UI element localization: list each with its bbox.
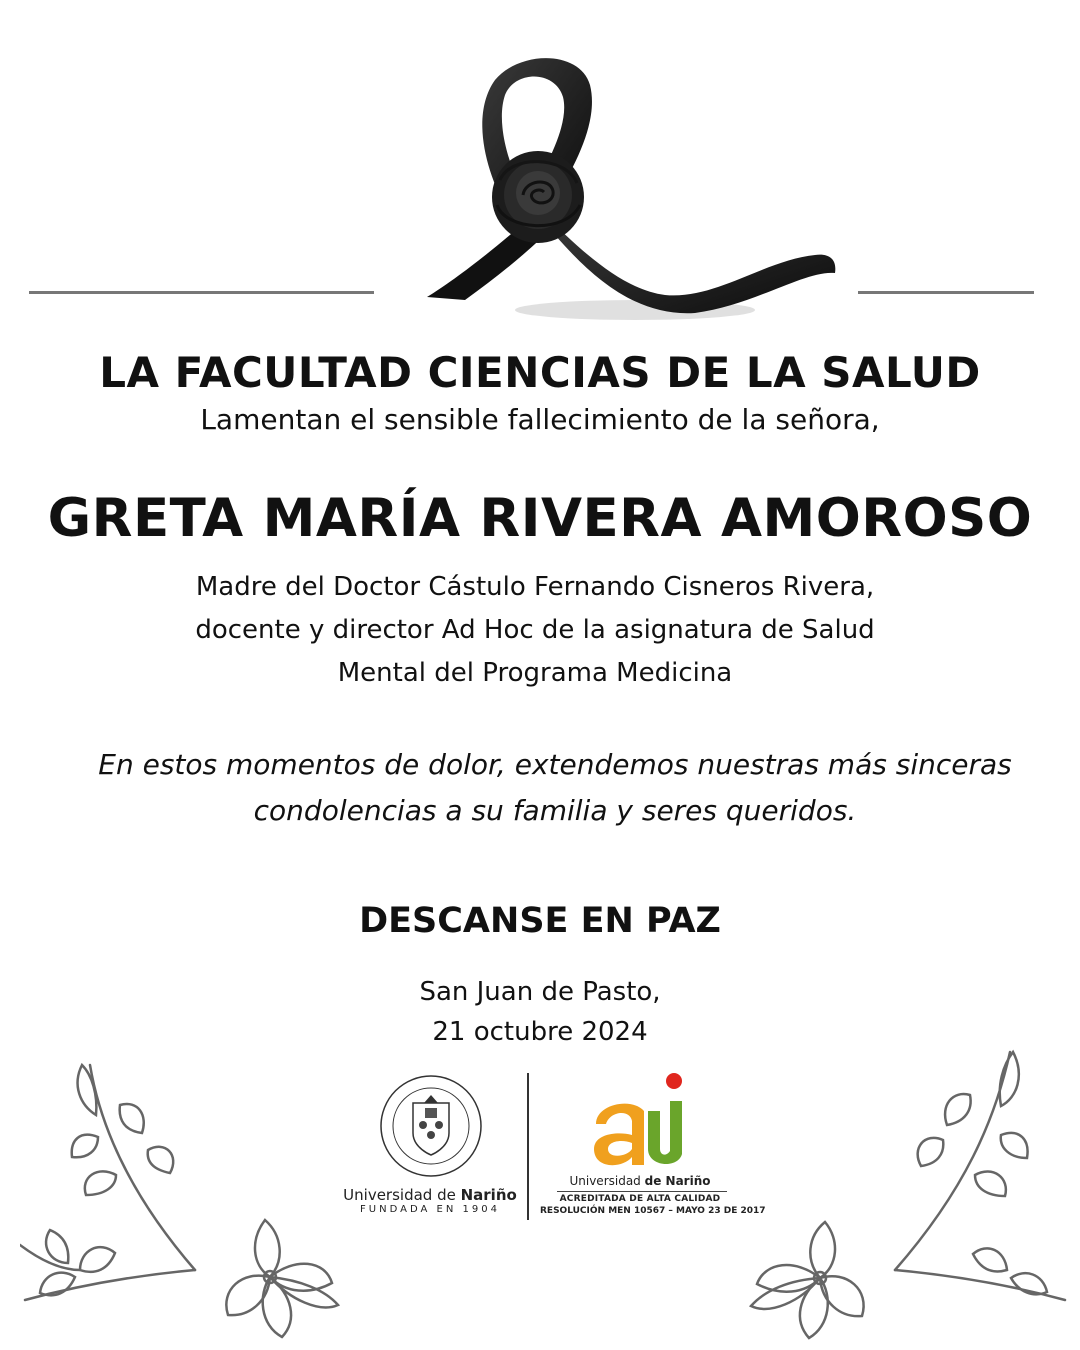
resolution-text: RESOLUCIÓN MEN 10567 – MAYO 23 DE 2017 [540,1206,766,1216]
divider-line-right [858,291,1034,294]
place-text: San Juan de Pasto, [419,977,661,1007]
mourning-ribbon-icon [405,55,855,350]
ai-underline [557,1191,727,1192]
divider-line-left [29,291,374,294]
ai-accreditation-logo-icon [592,1069,692,1174]
faculty-heading: LA FACULTAD CIENCIAS DE LA SALUD [99,348,981,397]
deceased-name: GRETA MARÍA RIVERA AMOROSO [47,488,1033,549]
ai-university-name: Universidad de Nariño [569,1174,711,1188]
floral-branch-icon [725,1040,1070,1350]
condolence-line: En estos momentos de dolor, extendemos nuestras más sinceras [98,748,1012,781]
logos-footer [335,1065,766,1230]
description-line: docente y director Ad Hoc de la asignatura de Salud [195,615,875,645]
university-founded: FUNDADA EN 1904 [360,1204,500,1215]
description-line: Madre del Doctor Cástulo Fernando Cisneros Rivera, [195,572,875,602]
description-line: Mental del Programa Medicina [337,658,733,688]
description-block [140,566,930,695]
date-text: 21 octubre 2024 [432,1017,648,1047]
condolence-line: condolencias a su familia y seres queridos. [253,794,857,827]
university-seal-icon [378,1073,484,1179]
floral-branch-icon [20,1045,360,1350]
closing-heading: DESCANSE EN PAZ [359,901,721,941]
accreditation-text: ACREDITADA DE ALTA CALIDAD [559,1194,721,1204]
intro-text: Lamentan el sensible fallecimiento de la señora, [200,403,880,436]
condolence-block [40,742,1070,834]
logo-divider [527,1073,529,1220]
university-wordmark: Universidad de Nariño [343,1186,517,1204]
rose-icon [492,151,584,243]
